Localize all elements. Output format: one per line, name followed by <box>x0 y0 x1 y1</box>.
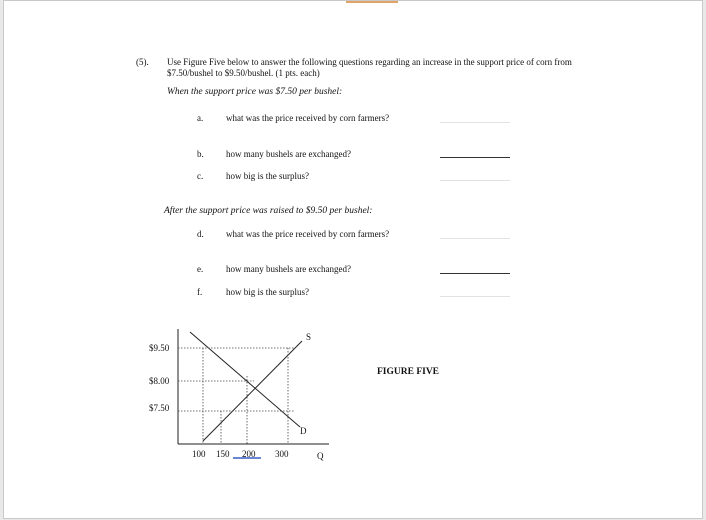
item-b-text: how many bushels are exchanged? <box>226 149 351 159</box>
x-axis-label: Q <box>317 451 324 461</box>
item-e-text: how many bushels are exchanged? <box>226 264 351 274</box>
item-d-letter: d. <box>197 229 204 239</box>
item-c-text: how big is the surplus? <box>226 171 309 181</box>
y-tick-950: $9.50 <box>149 343 170 353</box>
item-f-text: how big is the surplus? <box>226 287 309 297</box>
x-tick-100: 100 <box>192 449 206 459</box>
demand-label: D <box>300 426 307 436</box>
figure-title: FIGURE FIVE <box>377 367 440 377</box>
y-tick-800: $8.00 <box>149 376 170 386</box>
item-d-text: what was the price received by corn farmers? <box>226 229 390 239</box>
question-number: (5). <box>136 57 149 67</box>
x-tick-300: 300 <box>275 449 289 459</box>
document-page <box>3 0 703 519</box>
x-tick-150: 150 <box>216 449 230 459</box>
section1-heading: When the support price was $7.50 per bushel: <box>167 87 343 97</box>
section2-heading: After the support price was raised to $9.50 per bushel: <box>164 206 373 216</box>
y-tick-750: $7.50 <box>149 403 170 413</box>
supply-label: S <box>306 332 312 342</box>
item-a-letter: a. <box>197 113 204 123</box>
question-text-line-1: Use Figure Five below to answer the following questions regarding an increase in the support price of corn from <box>167 57 572 67</box>
question-text-line-2: $7.50/bushel to $9.50/bushel. (1 pts. each) <box>167 68 320 78</box>
supply-demand-figure <box>4 1 704 520</box>
item-f-letter: f. <box>197 287 203 297</box>
item-e-letter: e. <box>197 264 204 274</box>
item-b-letter: b. <box>197 149 204 159</box>
item-a-text: what was the price received by corn farmers? <box>226 113 390 123</box>
x-tick-200: 200 <box>242 449 256 459</box>
demand-curve <box>190 332 300 427</box>
item-c-letter: c. <box>197 171 204 181</box>
